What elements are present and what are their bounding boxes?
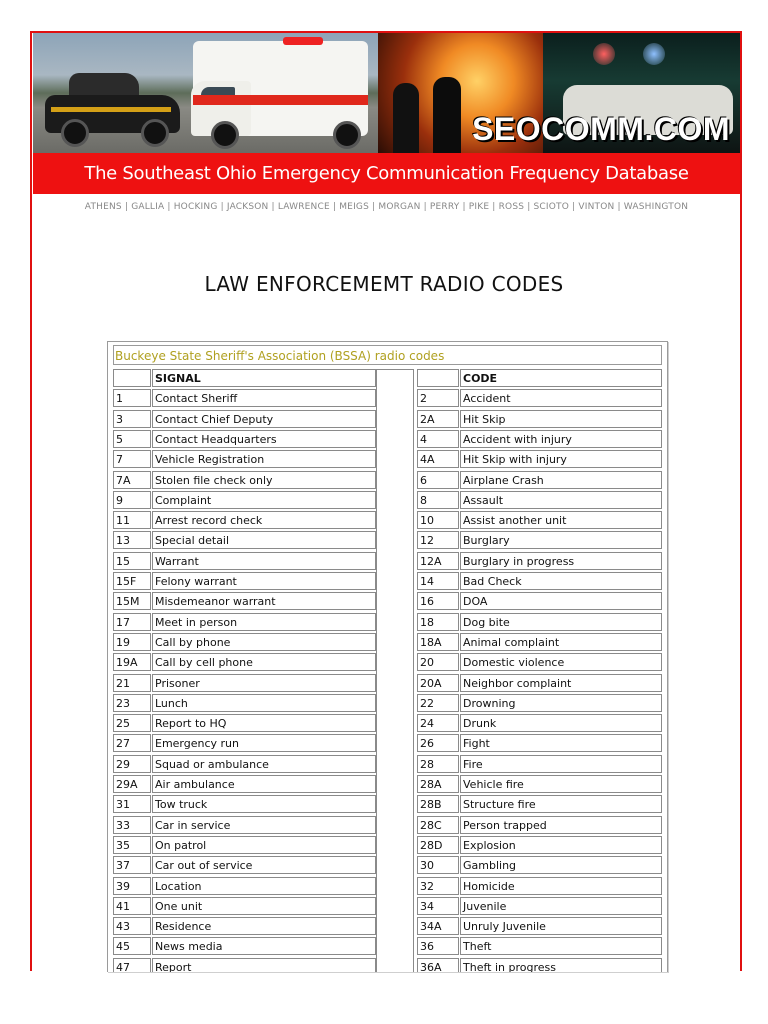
signal-label-cell: Call by cell phone [152,653,376,671]
signal-label-cell: Residence [152,917,376,935]
code-number-cell: 36A [417,958,459,972]
signal-number-cell: 43 [113,917,151,935]
code-label-cell: Domestic violence [460,653,662,671]
code-number-cell: 32 [417,877,459,895]
signal-label-cell: Prisoner [152,674,376,692]
signal-number-cell: 29A [113,775,151,793]
code-number-cell: 10 [417,511,459,529]
signal-number-cell: 5 [113,430,151,448]
code-number-cell: 28B [417,795,459,813]
signal-number-cell: 21 [113,674,151,692]
signal-label-cell: Tow truck [152,795,376,813]
signal-label-cell: Squad or ambulance [152,755,376,773]
signal-label-cell: Report to HQ [152,714,376,732]
radio-codes-table [107,341,668,972]
signal-label-cell: Lunch [152,694,376,712]
code-number-cell: 34A [417,917,459,935]
sheriff-car-roof [69,73,139,97]
signal-label-cell: Car in service [152,816,376,834]
code-label-cell: Vehicle fire [460,775,662,793]
code-label-cell: Fire [460,755,662,773]
signal-number-cell: 7 [113,450,151,468]
code-label-cell: Gambling [460,856,662,874]
page-title: LAW ENFORCEMEMT RADIO CODES [204,272,564,296]
code-label-cell: Accident with injury [460,430,662,448]
code-number-cell: 16 [417,592,459,610]
sheriff-car-stripe [51,107,171,112]
firefighter-silhouette [433,77,461,153]
code-label-cell: Neighbor complaint [460,674,662,692]
code-number-cell: 12A [417,552,459,570]
signal-number-cell: 7A [113,471,151,489]
signal-number-cell: 37 [113,856,151,874]
code-number-cell: 20 [417,653,459,671]
signal-number-cell: 29 [113,755,151,773]
signal-label-cell: Special detail [152,531,376,549]
code-number-cell: 22 [417,694,459,712]
code-number-cell: 18A [417,633,459,651]
code-label-cell: Fight [460,734,662,752]
signal-number-cell: 9 [113,491,151,509]
signal-number-cell: 27 [113,734,151,752]
code-label-cell: Dog bite [460,613,662,631]
column-spacer [376,369,414,972]
code-label-cell: Burglary [460,531,662,549]
code-column-header: CODE [460,369,662,387]
code-number-cell: 34 [417,897,459,915]
code-number-cell: 28D [417,836,459,854]
code-number-cell: 20A [417,674,459,692]
code-label-cell: Assist another unit [460,511,662,529]
signal-label-cell: Report [152,958,376,972]
site-tagline: The Southeast Ohio Emergency Communication Frequency Database [84,163,689,184]
signal-number-cell: 35 [113,836,151,854]
signal-column-header: SIGNAL [152,369,376,387]
ambulance-stripe [193,95,368,105]
signal-number-cell: 11 [113,511,151,529]
signal-number-cell: 19A [113,653,151,671]
signal-number-cell: 41 [113,897,151,915]
signal-label-cell: On patrol [152,836,376,854]
code-label-cell: Accident [460,389,662,407]
signal-number-cell: 13 [113,531,151,549]
code-label-cell: Hit Skip [460,410,662,428]
code-number-cell: 28A [417,775,459,793]
signal-label-cell: Contact Headquarters [152,430,376,448]
signal-number-cell: 25 [113,714,151,732]
signal-number-cell: 39 [113,877,151,895]
code-number-cell: 28 [417,755,459,773]
code-number-cell: 26 [417,734,459,752]
code-number-cell: 8 [417,491,459,509]
signal-label-cell: Call by phone [152,633,376,651]
signal-number-cell: 15M [113,592,151,610]
code-label-cell: DOA [460,592,662,610]
table-caption: Buckeye State Sheriff's Association (BSSA) radio codes [113,345,662,365]
signal-number-cell: 3 [113,410,151,428]
signal-label-cell: Complaint [152,491,376,509]
code-label-cell: Person trapped [460,816,662,834]
signal-label-cell: Contact Sheriff [152,389,376,407]
signal-label-cell: Arrest record check [152,511,376,529]
signal-number-cell: 15 [113,552,151,570]
code-label-cell: Juvenile [460,897,662,915]
signal-label-cell: Meet in person [152,613,376,631]
signal-number-cell: 1 [113,389,151,407]
code-label-cell: Drunk [460,714,662,732]
signal-label-cell: Stolen file check only [152,471,376,489]
tagline-bar [33,153,740,194]
code-number-cell: 2A [417,410,459,428]
signal-number-cell: 33 [113,816,151,834]
code-label-cell: Drowning [460,694,662,712]
signal-number-cell: 47 [113,958,151,972]
code-label-cell: Theft [460,937,662,955]
code-label-cell: Unruly Juvenile [460,917,662,935]
signal-label-cell: Contact Chief Deputy [152,410,376,428]
code-number-cell: 36 [417,937,459,955]
code-number-cell: 24 [417,714,459,732]
site-logo[interactable]: SEOCOMM.COM [472,111,730,147]
code-number-cell: 2 [417,389,459,407]
code-number-cell: 28C [417,816,459,834]
signal-label-cell: Emergency run [152,734,376,752]
ambulance-lightbar [283,37,323,45]
table-header-cell [113,369,151,387]
code-number-cell: 6 [417,471,459,489]
code-label-cell: Airplane Crash [460,471,662,489]
signal-number-cell: 45 [113,937,151,955]
code-label-cell: Theft in progress [460,958,662,972]
wheel-icon [61,119,89,147]
code-label-cell: Assault [460,491,662,509]
county-nav[interactable]: ATHENS | GALLIA | HOCKING | JACKSON | LAWRENCE | MEIGS | MORGAN | PERRY | PIKE | ROSS | SCIOTO | VINTON | WASHINGTON [84,202,689,212]
signal-number-cell: 31 [113,795,151,813]
signal-label-cell: Misdemeanor warrant [152,592,376,610]
signal-label-cell: Felony warrant [152,572,376,590]
signal-label-cell: Vehicle Registration [152,450,376,468]
code-label-cell: Burglary in progress [460,552,662,570]
header-banner [33,33,740,153]
code-label-cell: Bad Check [460,572,662,590]
firefighter-silhouette [393,83,419,153]
signal-label-cell: Air ambulance [152,775,376,793]
table-header-cell [417,369,459,387]
code-label-cell: Structure fire [460,795,662,813]
code-number-cell: 30 [417,856,459,874]
wheel-icon [141,119,169,147]
code-number-cell: 12 [417,531,459,549]
signal-label-cell: One unit [152,897,376,915]
signal-number-cell: 17 [113,613,151,631]
code-label-cell: Explosion [460,836,662,854]
signal-label-cell: Location [152,877,376,895]
code-number-cell: 4 [417,430,459,448]
signal-label-cell: Car out of service [152,856,376,874]
code-label-cell: Homicide [460,877,662,895]
code-label-cell: Hit Skip with injury [460,450,662,468]
code-label-cell: Animal complaint [460,633,662,651]
signal-number-cell: 23 [113,694,151,712]
wheel-icon [211,121,239,149]
code-number-cell: 18 [417,613,459,631]
code-number-cell: 14 [417,572,459,590]
wheel-icon [333,121,361,149]
code-number-cell: 4A [417,450,459,468]
signal-label-cell: News media [152,937,376,955]
red-siren-light [593,43,615,65]
signal-label-cell: Warrant [152,552,376,570]
blue-siren-light [643,43,665,65]
signal-number-cell: 19 [113,633,151,651]
signal-number-cell: 15F [113,572,151,590]
